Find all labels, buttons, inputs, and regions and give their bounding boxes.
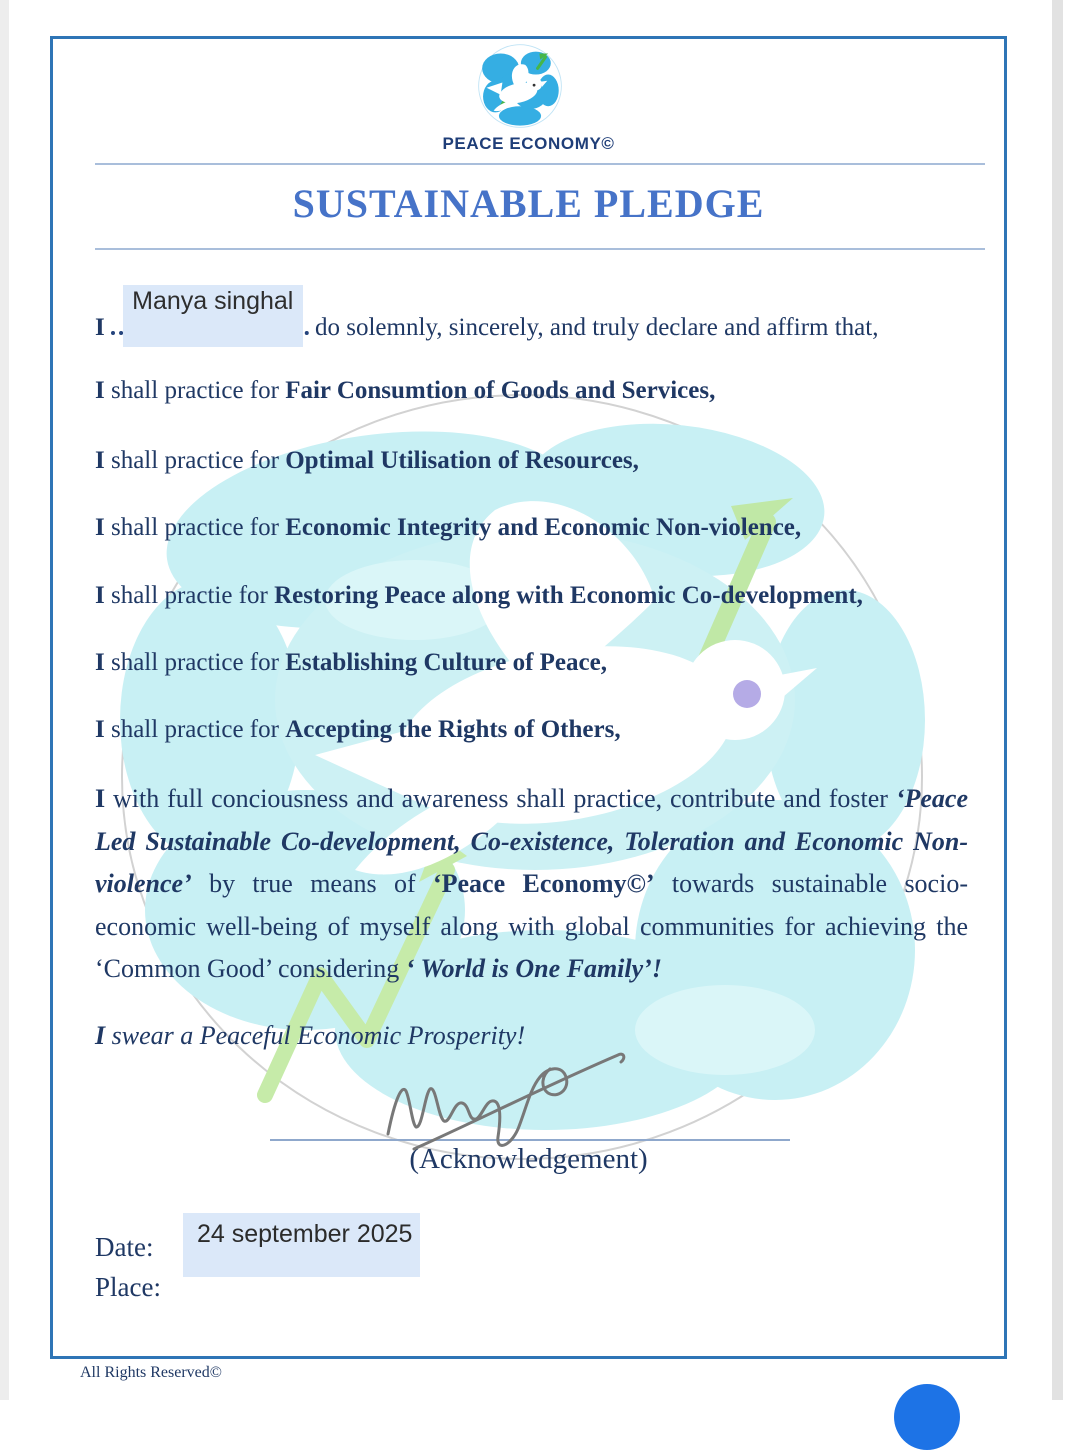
pledge-bold: Restoring Peace along with Economic Co-development, (274, 582, 863, 609)
title-divider (95, 248, 985, 250)
page-title: SUSTAINABLE PLEDGE (292, 181, 765, 226)
signature-handwriting (370, 1029, 660, 1154)
pledge-bold: Establishing Culture of Peace, (285, 649, 607, 676)
page-edge-right (1052, 0, 1063, 1400)
commitment-brand: ‘Peace Economy©’ (432, 869, 655, 898)
commitment-text: with full conciousness and awareness shall practice, contribute and foster (105, 784, 896, 813)
commitment-paragraph (95, 778, 968, 991)
pledge-line (95, 514, 985, 542)
pledge-lead: shall practice for (104, 716, 286, 743)
swear-prefix: I (95, 1021, 106, 1050)
header-divider (95, 163, 985, 165)
pledge-prefix: I (95, 582, 105, 609)
pledge-line (95, 447, 985, 475)
commitment-emphasis: ‘ World is One Family’! (405, 954, 662, 983)
peace-economy-logo-icon (476, 42, 564, 130)
acknowledgement-label: (Acknowledgement) (409, 1143, 648, 1175)
pledge-prefix: I (95, 514, 105, 541)
pledge-line (95, 649, 985, 677)
commitment-emphasis: ‘Peace Led Sustainable Co-development, Co-existence, Toleration and Economic Non-violence’ (95, 784, 968, 898)
rights-footer: All Rights Reserved© (80, 1364, 222, 1381)
pledge-lead: shall practice for (104, 377, 286, 404)
commitment-text: towards sustainable socio-economic well-being of myself along with global communities for achieving the ‘Common Good’ considering (95, 869, 968, 983)
intro-suffix: do solemnly, sincerely, and truly declare and affirm that, (308, 314, 879, 341)
pledge-bold: Fair Consumtion of Goods and Services, (285, 377, 716, 404)
pledge-line (95, 377, 985, 405)
pledge-line (95, 716, 985, 744)
date-label: Date: (95, 1232, 154, 1262)
brand-name: PEACE ECONOMY© (442, 134, 615, 153)
page-edge-left (0, 0, 9, 1400)
commitment-prefix: I (95, 784, 106, 813)
floating-action-button[interactable] (894, 1384, 960, 1450)
pledge-line (95, 582, 985, 610)
pledge-prefix: I (95, 447, 105, 474)
pledge-bold: Optimal Utilisation of Resources, (285, 447, 639, 474)
place-label: Place: (95, 1272, 161, 1302)
intro-prefix: I (95, 314, 105, 341)
swear-text: swear a Peaceful Economic Prosperity! (105, 1021, 526, 1050)
pledge-intro-line (95, 287, 975, 342)
pledge-prefix: I (95, 377, 105, 404)
date-field[interactable]: 24 september 2025 (183, 1213, 420, 1277)
pledge-bold: Accepting the Rights of Others, (285, 716, 621, 743)
pledge-document (50, 36, 1007, 1359)
name-field[interactable]: Manya singhal (123, 285, 303, 347)
pledge-prefix: I (95, 649, 105, 676)
commitment-text: by true means of (191, 869, 433, 898)
pledge-lead: shall practice for (104, 447, 286, 474)
pledge-lead: shall practice for (104, 649, 286, 676)
pledge-prefix: I (95, 716, 105, 743)
pledge-lead: shall practie for (104, 582, 275, 609)
pledge-bold: Economic Integrity and Economic Non-violence, (285, 514, 802, 541)
pledge-lead: shall practice for (104, 514, 286, 541)
name-dotted-line (111, 287, 309, 335)
